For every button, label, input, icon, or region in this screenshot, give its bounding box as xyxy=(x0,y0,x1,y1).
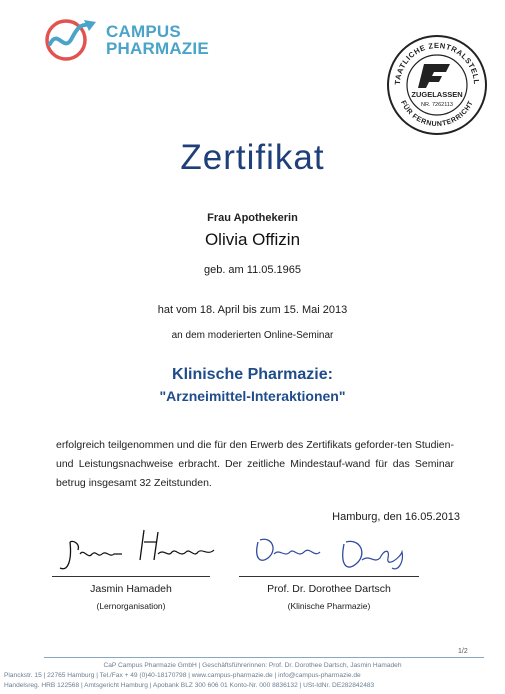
campus-pharmazie-logo xyxy=(44,14,214,64)
seminar-intro: an dem moderierten Online-Seminar xyxy=(171,330,334,341)
signatory-role-right: (Klinische Pharmazie) xyxy=(287,601,371,611)
logo-mark-icon xyxy=(44,14,104,64)
footer-contact: Planckstr. 15 | 22765 Hamburg | Tel./Fax + 49 (0)40-18170798 | www.campus-pharmazie.de | info@campus-pharmazie.de xyxy=(4,672,361,679)
seal-ring-top: TAATLICHE ZENTRALSTELL xyxy=(392,40,482,85)
logo-wordmark xyxy=(106,23,209,57)
footer-company: CaP Campus Pharmazie GmbH | Geschäftsführerinnen: Prof. Dr. Dorothee Dartsch, Jasmin Hamadeh xyxy=(103,662,402,669)
course-title-line-1: Klinische Pharmazie: xyxy=(172,366,333,383)
completion-statement: erfolgreich teilgenommen und die für den Erwerb des Zertifikats geforder-ten Studien- und Leistungsnachweise erbracht. Der zeitliche Mindestauf-wand für das Seminar betrug insgesamt 32 Zeitstunden. xyxy=(56,439,454,489)
certificate-title: Zertifikat xyxy=(180,138,325,177)
course-title-line-2: "Arzneimittel-Interaktionen" xyxy=(159,388,346,404)
signature-right xyxy=(252,528,422,576)
footer-divider xyxy=(44,657,484,658)
signatory-name-right: Prof. Dr. Dorothee Dartsch xyxy=(267,583,391,595)
logo-line-2: PHARMAZIE xyxy=(106,39,209,58)
signature-line-right xyxy=(239,576,419,577)
logo-line-1: CAMPUS xyxy=(106,22,181,41)
recipient-name: Olivia Offizin xyxy=(204,230,301,249)
seal-label: ZUGELASSEN xyxy=(411,90,463,99)
seal-emblem-icon xyxy=(418,64,450,88)
signatory-name-left: Jasmin Hamadeh xyxy=(90,583,172,595)
recipient-salutation: Frau Apothekerin xyxy=(207,212,298,224)
course-period: hat vom 18. April bis zum 15. Mai 2013 xyxy=(157,304,348,316)
seal-number: NR. 7262113 xyxy=(420,102,454,108)
footer-registry: Handelsreg. HRB 122568 | Amtsgericht Hamburg | Apobank BLZ 300 606 01 Konto-Nr. 000 8836132 | USt-IdNr. DE282842483 xyxy=(4,682,375,689)
signature-line-left xyxy=(52,576,210,577)
seal-ring-bottom: FÜR FERNUNTERRICHT xyxy=(399,99,475,129)
page-number: 1/2 xyxy=(458,648,468,655)
signature-left xyxy=(58,520,218,576)
recipient-birthdate: geb. am 11.05.1965 xyxy=(203,264,302,276)
signatory-role-left: (Lernorganisation) xyxy=(96,601,166,611)
accreditation-seal xyxy=(386,34,488,136)
place-and-date: Hamburg, den 16.05.2013 xyxy=(332,511,460,523)
